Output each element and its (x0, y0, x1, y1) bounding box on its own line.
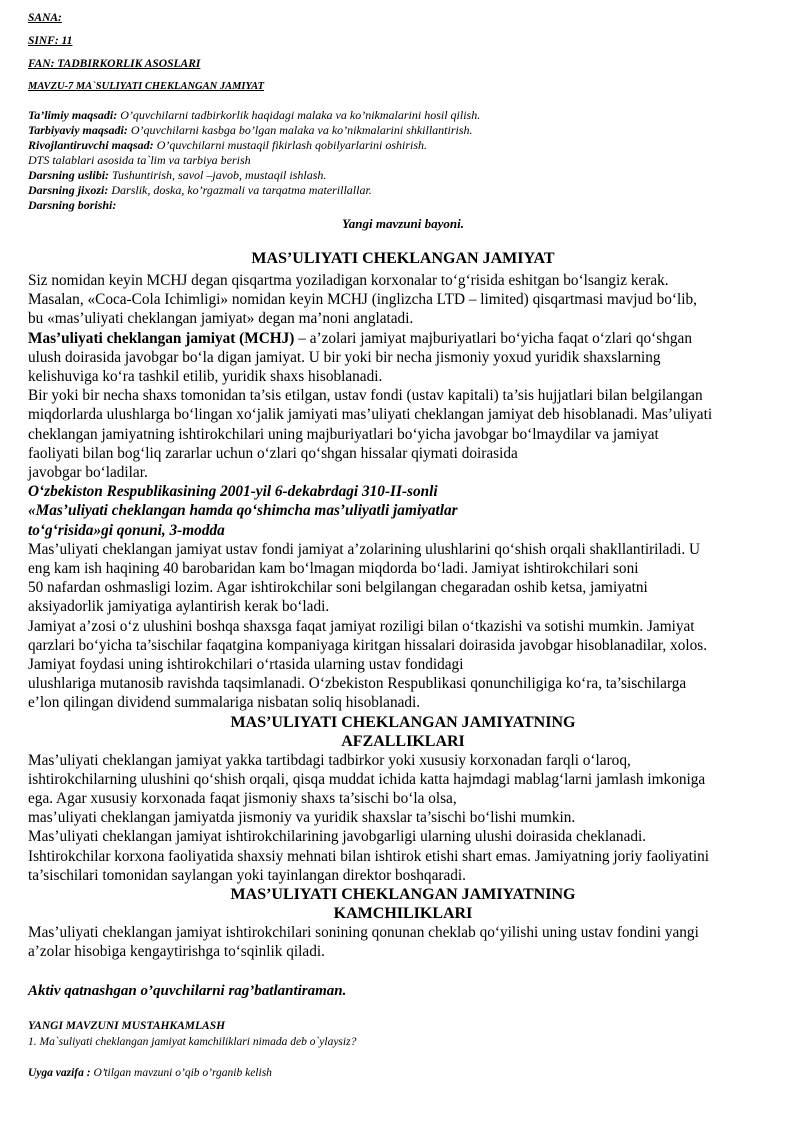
text-line: ega. Agar xususiy korxonada faqat jismoniy shaxs ta’sischi bo‘la olsa, (28, 790, 457, 808)
new-topic-heading: Yangi mavzuni bayoni. (342, 216, 464, 231)
text-line: cheklangan jamiyatning ishtirokchilari uning majburiyatlari bo‘yicha javobgar bo‘lmaydilar va jamiyat (28, 425, 659, 443)
text-line: eng kam ish haqining 40 barobaridan kam bo‘lmagan miqdorda bo‘ladi. Jamiyat ishtirokchilari soni (28, 560, 639, 578)
advantages-title: MAS’ULIYATI CHEKLANGAN JAMIYATNING (230, 713, 576, 731)
class-label: SINF: 11 (28, 35, 73, 47)
text-line: qarzlari bo‘yicha ta’sischilar faqatgina kompaniyaga kiritgan hissalari doirasida javobgar hisoblanadilar, xolos. (28, 636, 708, 654)
subject-label: FAN: TADBIRKORLIK ASOSLARI (28, 58, 201, 70)
text-line: ulush doirasida javobgar bo‘la digan jamiyat. U bir yoki bir necha jismoniy yoxud yuridik shaxslarning (28, 348, 661, 366)
advantages-subtitle: AFZALLIKLARI (341, 732, 465, 750)
text-line: Jamiyat a’zosi o‘z ulushini boshqa shaxsga faqat jamiyat roziligi bilan o‘tkazishi va sotishi mumkin. Jamiyat (28, 617, 695, 635)
text-line: 50 nafardan oshmasligi lozim. Agar ishtirokchilar soni belgilangan chegaradan oshib ketsa, jamiyatni (28, 579, 648, 597)
topic-label: MAVZU-7 MA`SULIYATI CHEKLANGAN JAMIYAT (28, 81, 264, 92)
disadvantages-subtitle: KAMCHILIKLARI (333, 905, 473, 923)
text-line: miqdorlarda ulushlarga bo‘lingan xo‘jalik jamiyati mas’uliyati cheklangan jamiyat deb hisoblanadi. Mas’uliyati (28, 406, 713, 424)
objective-line: DTS talablari asosida ta`lim va tarbiya berish (28, 153, 251, 167)
question-line: 1. Ma`suliyati cheklangan jamiyat kamchiliklari nimada deb o`ylaysiz? (28, 1036, 357, 1048)
definition-line: Mas’uliyati cheklangan jamiyat (MCHJ) – a’zolari jamiyat majburiyatlari bo‘yicha faqat o‘zlari qo‘shgan (28, 329, 692, 347)
objective-line: Darsning uslibi: Tushuntirish, savol –javob, mustaqil ishlash. (28, 168, 327, 182)
law-reference-line: O‘zbekiston Respublikasining 2001-yil 6-dekabrdagi 310-II-sonli (28, 483, 438, 501)
objective-line: Darsning jixozi: Darslik, doska, ko’rgazmali va tarqatma materillallar. (28, 183, 372, 197)
law-reference-line: «Mas’uliyati cheklangan hamda qo‘shimcha mas’uliyatli jamiyatlar (28, 502, 458, 520)
main-body (28, 271, 778, 962)
homework-line (28, 1066, 778, 1080)
objectives-block (28, 108, 778, 213)
disadvantages-title: MAS’ULIYATI CHEKLANGAN JAMIYATNING (230, 886, 576, 904)
text-line: ta’sischilari tomonidan saylangan yoki tayinlangan direktor boshqaradi. (28, 866, 466, 884)
text-line: Siz nomidan keyin MCHJ degan qisqartma yoziladigan korxonalar to‘g‘risida eshitgan bo‘lsangiz kerak. (28, 272, 669, 289)
text-line: Jamiyat foydasi uning ishtirokchilari o‘rtasida ularning ustav fondidagi (28, 656, 464, 674)
text-line: Mas’uliyati cheklangan jamiyat ustav fondi jamiyat a’zolarining ulushlarini qo‘shish orqali shakllantiriladi. U (28, 540, 701, 558)
main-title: MAS’ULIYATI CHEKLANGAN JAMIYAT (251, 250, 555, 267)
text-line: Ishtirokchilar korxona faoliyatida shaxsiy mehnati bilan ishtirok etishi shart emas. Jamiyatning joriy faoliyatini (28, 847, 709, 865)
text-line: ishtirokchilarning ulushini qo‘shish orqali, qisqa muddat ichida katta hajmdagi mablag‘larni jamlash imkoniga (28, 770, 706, 788)
consolidation-heading: YANGI MAVZUNI MUSTAHKAMLASH (28, 1020, 226, 1032)
text-line: faoliyati bilan bog‘liq zararlar uchun o‘zlari qo‘shgan hissalar qiymati doirasida (28, 444, 518, 462)
objective-line: Ta’limiy maqsadi: O’quvchilarni tadbirkorlik haqidagi malaka va ko’nikmalarini hosil qilish. (28, 108, 481, 122)
law-reference-line: to‘g‘risida»gi qonuni, 3-modda (28, 521, 225, 539)
text-line: kelishuviga ko‘ra tashkil etilib, yuridik shaxs hisoblanadi. (28, 368, 383, 386)
text-line: e’lon qilingan dividend summalariga nisbatan soliq hisoblanadi. (28, 694, 421, 712)
praise-line: Aktiv qatnashgan o’quvchilarni rag’batlantiraman. (28, 983, 347, 999)
homework-text: O’tilgan mavzuni o’qib o’rganib kelish (90, 1067, 272, 1079)
text-line: Mas’uliyati cheklangan jamiyat yakka tartibdagi tadbirkor yoki xususiy korxonadan farqli o‘laroq, (28, 751, 631, 769)
text-line: mas’uliyati cheklangan jamiyatda jismoniy va yuridik shaxslar ta’sischi bo‘lishi mumkin. (28, 809, 576, 827)
text-line: javobgar bo‘ladilar. (28, 464, 148, 482)
text-line: Mas’uliyati cheklangan jamiyat ishtirokchilari sonining qonunan cheklab qo‘yilishi uning ustav fondini yangi (28, 924, 699, 942)
text-line: a’zolar hisobiga kengaytirishga to‘sqinlik qiladi. (28, 943, 325, 961)
objective-line: Tarbiyaviy maqsadi: O’quvchilarni kasbga bo’lgan malaka va ko’nikmalarini shkillantirish. (28, 123, 473, 137)
objective-line: Darsning borishi: (28, 198, 117, 212)
text-line: Mas’uliyati cheklangan jamiyat ishtirokchilarining javobgarligi ularning ulushi doirasida cheklanadi. (28, 828, 647, 846)
text-line: Masalan, «Coca-Cola Ichimligi» nomidan keyin MCHJ (inglizcha LTD – limited) qisqartmasi mavjud bo‘lib, (28, 291, 697, 309)
objective-line: Rivojlantiruvchi maqsad: O’quvchilarni mustaqil fikirlash qobilyarlarini oshirish. (28, 138, 428, 152)
homework-label: Uyga vazifa : (28, 1067, 91, 1079)
text-line: Bir yoki bir necha shaxs tomonidan ta’sis etilgan, ustav fondi (ustav kapitali) ta’sis hujjatlari bilan belgilangan (28, 387, 703, 405)
text-line: aksiyadorlik jamiyatiga aylantirish kerak bo‘ladi. (28, 598, 330, 616)
date-label: SANA: (28, 12, 62, 24)
text-line: bu «mas’uliyati cheklangan jamiyat» degan ma’noni anglatadi. (28, 310, 414, 328)
text-line: ulushlariga mutanosib ravishda taqsimlanadi. O‘zbekiston Respublikasi qonunchiligiga ko‘ra, ta’sischilarga (28, 675, 687, 693)
